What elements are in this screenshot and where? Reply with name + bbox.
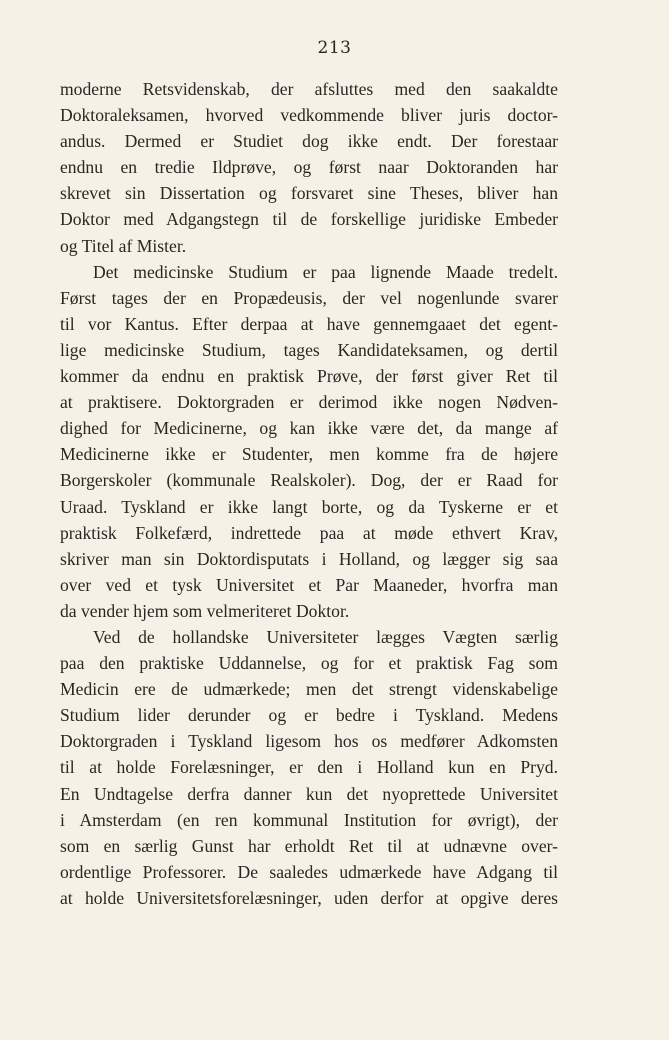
text-line: Doktorgraden i Tyskland ligesom hos os medfører Adkomsten — [60, 731, 558, 752]
text-line: En Undtagelse derfra danner kun det nyoprettede Universitet — [60, 783, 558, 804]
text-line: over ved et tysk Universitet et Par Maaneder, hvorfra man — [60, 574, 558, 595]
text-line: Medicinerne ikke er Studenter, men komme fra de højere — [60, 444, 558, 465]
text-line: da vender hjem som velmeriteret Doktor. — [60, 600, 350, 621]
text-line: Studium lider derunder og er bedre i Tyskland. Medens — [60, 705, 558, 726]
text-line: at holde Universitetsforelæsninger, uden derfor at opgive deres — [60, 887, 558, 908]
page-number: 213 — [317, 38, 352, 58]
text-line: kommer da endnu en praktisk Prøve, der først giver Ret til — [60, 366, 558, 387]
text-line: Det medicinske Studium er paa lignende Maade tredelt. — [93, 261, 558, 282]
text-line: til vor Kantus. Efter derpaa at have gennemgaaet det egent- — [60, 313, 558, 334]
text-line: lige medicinske Studium, tages Kandidateksamen, og dertil — [60, 339, 558, 360]
text-line: skrevet sin Dissertation og forsvaret sine Theses, bliver han — [60, 183, 558, 204]
text-line: ordentlige Professorer. De saaledes udmærkede have Adgang til — [60, 861, 558, 882]
text-line: Doktoraleksamen, hvorved vedkommende bliver juris doctor- — [60, 105, 558, 126]
text-line: at praktisere. Doktorgraden er derimod ikke nogen Nødven- — [60, 392, 558, 413]
text-line: i Amsterdam (en ren kommunal Institution for øvrigt), der — [60, 809, 558, 830]
text-line: andus. Dermed er Studiet dog ikke endt. Der forestaar — [60, 131, 558, 152]
text-line: endnu en tredie Ildprøve, og først naar Doktoranden har — [60, 157, 558, 178]
text-line: Borgerskoler (kommunale Realskoler). Dog, der er Raad for — [60, 470, 558, 491]
text-line: Doktor med Adgangstegn til de forskellige juridiske Embeder — [60, 209, 558, 230]
text-line: og Titel af Mister. — [60, 235, 187, 256]
text-line: Først tages der en Propædeusis, der vel nogenlunde svarer — [60, 287, 558, 308]
text-line: skriver man sin Doktordisputats i Holland, og lægger sig saa — [60, 548, 558, 569]
text-line: praktisk Folkefærd, indrettede paa at møde ethvert Krav, — [60, 522, 558, 543]
body-text — [60, 76, 558, 911]
text-line: Medicin ere de udmærkede; men det strengt videnskabelige — [60, 679, 558, 700]
text-line: moderne Retsvidenskab, der afsluttes med den saakaldte — [60, 79, 558, 99]
text-line: til at holde Forelæsninger, er den i Holland kun en Pryd. — [60, 757, 558, 778]
text-line: Uraad. Tyskland er ikke langt borte, og da Tyskerne er et — [60, 496, 558, 517]
text-line: som en særlig Gunst har erholdt Ret til at udnævne over- — [60, 835, 558, 856]
text-line: Ved de hollandske Universiteter lægges Vægten særlig — [93, 626, 558, 647]
text-line: dighed for Medicinerne, og kan ikke være det, da mange af — [60, 418, 558, 439]
text-line: paa den praktiske Uddannelse, og for et praktisk Fag som — [60, 653, 558, 674]
